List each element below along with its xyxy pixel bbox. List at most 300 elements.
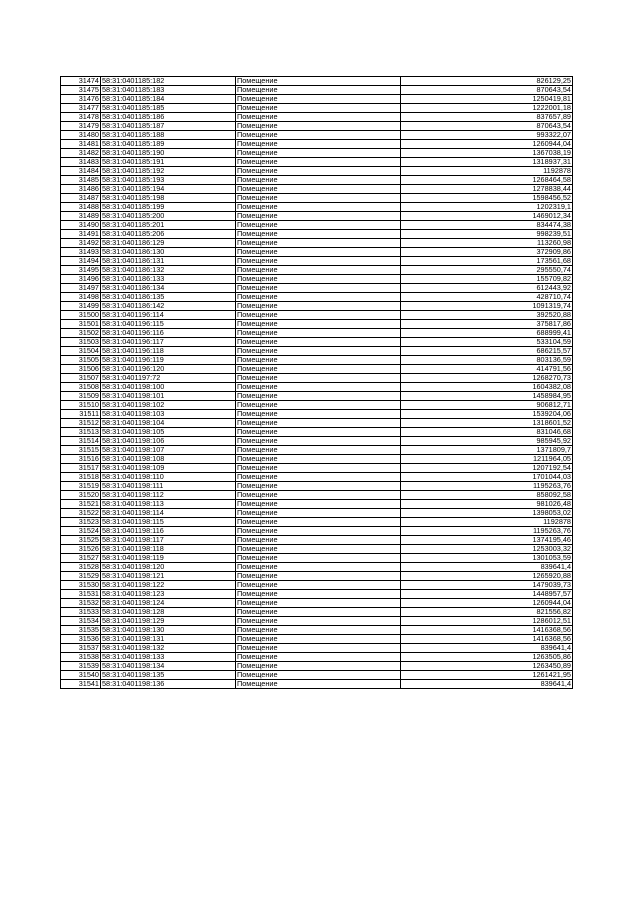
object-type-cell: Помещение: [236, 338, 401, 347]
cadastral-value-cell: 831046,68: [401, 428, 573, 437]
object-type-cell: Помещение: [236, 185, 401, 194]
row-number-cell: 31525: [61, 536, 101, 545]
cadastral-value-cell: 1318937,31: [401, 158, 573, 167]
cadastral-value-cell: 1416368,56: [401, 635, 573, 644]
row-number-cell: 31505: [61, 356, 101, 365]
cadastral-value-cell: 1539204,06: [401, 410, 573, 419]
cadastral-value-cell: 173561,68: [401, 257, 573, 266]
row-number-cell: 31516: [61, 455, 101, 464]
table-row: [61, 374, 573, 383]
table-row: [61, 545, 573, 554]
table-row: [61, 428, 573, 437]
cadastral-number-cell: 58:31:0401185:201: [101, 221, 236, 230]
object-type-cell: Помещение: [236, 275, 401, 284]
row-number-cell: 31536: [61, 635, 101, 644]
object-type-cell: Помещение: [236, 131, 401, 140]
table-row: [61, 635, 573, 644]
cadastral-number-cell: 58:31:0401185:193: [101, 176, 236, 185]
table-row: [61, 221, 573, 230]
object-type-cell: Помещение: [236, 77, 401, 86]
row-number-cell: 31502: [61, 329, 101, 338]
object-type-cell: Помещение: [236, 671, 401, 680]
row-number-cell: 31517: [61, 464, 101, 473]
cadastral-number-cell: 58:31:0401198:117: [101, 536, 236, 545]
table-row: [61, 302, 573, 311]
cadastral-number-cell: 58:31:0401198:109: [101, 464, 236, 473]
row-number-cell: 31510: [61, 401, 101, 410]
object-type-cell: Помещение: [236, 608, 401, 617]
cadastral-value-cell: 870643,54: [401, 122, 573, 131]
cadastral-value-cell: 1250419,81: [401, 95, 573, 104]
cadastral-number-cell: 58:31:0401198:110: [101, 473, 236, 482]
cadastral-number-cell: 58:31:0401196:117: [101, 338, 236, 347]
cadastral-value-cell: 1261421,95: [401, 671, 573, 680]
cadastral-number-cell: 58:31:0401185:183: [101, 86, 236, 95]
object-type-cell: Помещение: [236, 95, 401, 104]
cadastral-value-cell: 1263450,89: [401, 662, 573, 671]
cadastral-number-cell: 58:31:0401185:182: [101, 77, 236, 86]
row-number-cell: 31484: [61, 167, 101, 176]
table-row: [61, 320, 573, 329]
cadastral-value-cell: 1416368,56: [401, 626, 573, 635]
table-row: [61, 248, 573, 257]
table-row: [61, 158, 573, 167]
table-row: [61, 140, 573, 149]
cadastral-number-cell: 58:31:0401185:199: [101, 203, 236, 212]
row-number-cell: 31486: [61, 185, 101, 194]
cadastral-number-cell: 58:31:0401198:129: [101, 617, 236, 626]
table-row: [61, 563, 573, 572]
cadastral-number-cell: 58:31:0401198:106: [101, 437, 236, 446]
row-number-cell: 31504: [61, 347, 101, 356]
table-row: [61, 554, 573, 563]
cadastral-number-cell: 58:31:0401185:188: [101, 131, 236, 140]
cadastral-number-cell: 58:31:0401198:113: [101, 500, 236, 509]
object-type-cell: Помещение: [236, 329, 401, 338]
table-row: [61, 149, 573, 158]
cadastral-number-cell: 58:31:0401185:184: [101, 95, 236, 104]
object-type-cell: Помещение: [236, 545, 401, 554]
object-type-cell: Помещение: [236, 266, 401, 275]
cadastral-value-cell: 870643,54: [401, 86, 573, 95]
object-type-cell: Помещение: [236, 626, 401, 635]
object-type-cell: Помещение: [236, 455, 401, 464]
row-number-cell: 31528: [61, 563, 101, 572]
cadastral-number-cell: 58:31:0401198:119: [101, 554, 236, 563]
row-number-cell: 31501: [61, 320, 101, 329]
cadastral-value-cell: 1222001,18: [401, 104, 573, 113]
object-type-cell: Помещение: [236, 122, 401, 131]
row-number-cell: 31512: [61, 419, 101, 428]
cadastral-number-cell: 58:31:0401198:136: [101, 680, 236, 689]
object-type-cell: Помещение: [236, 563, 401, 572]
table-row: [61, 680, 573, 689]
row-number-cell: 31503: [61, 338, 101, 347]
cadastral-number-cell: 58:31:0401196:118: [101, 347, 236, 356]
table-row: [61, 77, 573, 86]
object-type-cell: Помещение: [236, 581, 401, 590]
table-row: [61, 464, 573, 473]
row-number-cell: 31494: [61, 257, 101, 266]
row-number-cell: 31534: [61, 617, 101, 626]
table-row: [61, 383, 573, 392]
row-number-cell: 31490: [61, 221, 101, 230]
cadastral-number-cell: 58:31:0401198:135: [101, 671, 236, 680]
cadastral-value-cell: 1286012,51: [401, 617, 573, 626]
cadastral-number-cell: 58:31:0401196:114: [101, 311, 236, 320]
object-type-cell: Помещение: [236, 239, 401, 248]
cadastral-value-cell: 1253003,32: [401, 545, 573, 554]
cadastral-value-cell: 1202319,1: [401, 203, 573, 212]
cadastral-value-cell: 155709,82: [401, 275, 573, 284]
table-row: [61, 356, 573, 365]
object-type-cell: Помещение: [236, 248, 401, 257]
row-number-cell: 31488: [61, 203, 101, 212]
cadastral-value-cell: 1458984,95: [401, 392, 573, 401]
row-number-cell: 31475: [61, 86, 101, 95]
cadastral-value-cell: 993322,07: [401, 131, 573, 140]
table-row: [61, 275, 573, 284]
cadastral-number-cell: 58:31:0401196:119: [101, 356, 236, 365]
row-number-cell: 31493: [61, 248, 101, 257]
cadastral-number-cell: 58:31:0401198:101: [101, 392, 236, 401]
object-type-cell: Помещение: [236, 590, 401, 599]
object-type-cell: Помещение: [236, 572, 401, 581]
table-row: [61, 86, 573, 95]
cadastral-value-cell: 1195263,76: [401, 482, 573, 491]
table-row: [61, 500, 573, 509]
object-type-cell: Помещение: [236, 473, 401, 482]
row-number-cell: 31477: [61, 104, 101, 113]
cadastral-number-cell: 58:31:0401198:124: [101, 599, 236, 608]
row-number-cell: 31538: [61, 653, 101, 662]
cadastral-value-cell: 533104,59: [401, 338, 573, 347]
row-number-cell: 31487: [61, 194, 101, 203]
cadastral-number-cell: 58:31:0401185:185: [101, 104, 236, 113]
cadastral-number-cell: 58:31:0401186:129: [101, 239, 236, 248]
row-number-cell: 31491: [61, 230, 101, 239]
row-number-cell: 31541: [61, 680, 101, 689]
object-type-cell: Помещение: [236, 86, 401, 95]
object-type-cell: Помещение: [236, 383, 401, 392]
cadastral-number-cell: 58:31:0401186:130: [101, 248, 236, 257]
table-row: [61, 293, 573, 302]
cadastral-number-cell: 58:31:0401198:121: [101, 572, 236, 581]
cadastral-value-cell: 1260944,04: [401, 140, 573, 149]
table-row: [61, 473, 573, 482]
cadastral-value-cell: 1367038,19: [401, 149, 573, 158]
row-number-cell: 31481: [61, 140, 101, 149]
row-number-cell: 31533: [61, 608, 101, 617]
table-row: [61, 311, 573, 320]
cadastral-value-cell: 688999,41: [401, 329, 573, 338]
cadastral-number-cell: 58:31:0401185:189: [101, 140, 236, 149]
row-number-cell: 31513: [61, 428, 101, 437]
cadastral-number-cell: 58:31:0401198:112: [101, 491, 236, 500]
object-type-cell: Помещение: [236, 257, 401, 266]
row-number-cell: 31482: [61, 149, 101, 158]
cadastral-value-cell: 1398053,02: [401, 509, 573, 518]
object-type-cell: Помещение: [236, 527, 401, 536]
cadastral-value-cell: 839641,4: [401, 644, 573, 653]
object-type-cell: Помещение: [236, 104, 401, 113]
cadastral-number-cell: 58:31:0401198:134: [101, 662, 236, 671]
object-type-cell: Помещение: [236, 356, 401, 365]
cadastral-number-cell: 58:31:0401198:104: [101, 419, 236, 428]
row-number-cell: 31526: [61, 545, 101, 554]
object-type-cell: Помещение: [236, 464, 401, 473]
table-row: [61, 671, 573, 680]
cadastral-value-cell: 372909,86: [401, 248, 573, 257]
table-row: [61, 176, 573, 185]
object-type-cell: Помещение: [236, 347, 401, 356]
object-type-cell: Помещение: [236, 491, 401, 500]
cadastral-value-cell: 1192878: [401, 518, 573, 527]
cadastral-value-cell: 1278838,44: [401, 185, 573, 194]
table-row: [61, 401, 573, 410]
table-row: [61, 455, 573, 464]
table-row: [61, 527, 573, 536]
row-number-cell: 31499: [61, 302, 101, 311]
table-row: [61, 653, 573, 662]
cadastral-number-cell: 58:31:0401198:114: [101, 509, 236, 518]
row-number-cell: 31476: [61, 95, 101, 104]
cadastral-number-cell: 58:31:0401198:122: [101, 581, 236, 590]
cadastral-number-cell: 58:31:0401186:133: [101, 275, 236, 284]
table-row: [61, 347, 573, 356]
cadastral-number-cell: 58:31:0401197:72: [101, 374, 236, 383]
cadastral-number-cell: 58:31:0401186:142: [101, 302, 236, 311]
cadastral-number-cell: 58:31:0401196:120: [101, 365, 236, 374]
table-row: [61, 437, 573, 446]
cadastral-number-cell: 58:31:0401198:115: [101, 518, 236, 527]
table-row: [61, 329, 573, 338]
object-type-cell: Помещение: [236, 437, 401, 446]
cadastral-number-cell: 58:31:0401196:116: [101, 329, 236, 338]
cadastral-value-cell: 1318601,52: [401, 419, 573, 428]
row-number-cell: 31522: [61, 509, 101, 518]
row-number-cell: 31479: [61, 122, 101, 131]
table-row: [61, 410, 573, 419]
row-number-cell: 31483: [61, 158, 101, 167]
object-type-cell: Помещение: [236, 428, 401, 437]
row-number-cell: 31507: [61, 374, 101, 383]
row-number-cell: 31524: [61, 527, 101, 536]
cadastral-value-cell: 1469012,34: [401, 212, 573, 221]
table-row: [61, 536, 573, 545]
cadastral-number-cell: 58:31:0401198:130: [101, 626, 236, 635]
row-number-cell: 31500: [61, 311, 101, 320]
table-row: [61, 446, 573, 455]
cadastral-number-cell: 58:31:0401196:115: [101, 320, 236, 329]
cadastral-value-cell: 1211964,05: [401, 455, 573, 464]
cadastral-number-cell: 58:31:0401186:134: [101, 284, 236, 293]
row-number-cell: 31529: [61, 572, 101, 581]
table-row: [61, 212, 573, 221]
table-row: [61, 284, 573, 293]
cadastral-value-cell: 1604382,08: [401, 383, 573, 392]
object-type-cell: Помещение: [236, 518, 401, 527]
cadastral-value-cell: 826129,25: [401, 77, 573, 86]
cadastral-value-cell: 858092,58: [401, 491, 573, 500]
table-row: [61, 194, 573, 203]
table-row: [61, 590, 573, 599]
object-type-cell: Помещение: [236, 320, 401, 329]
object-type-cell: Помещение: [236, 311, 401, 320]
cadastral-value-cell: 803136,59: [401, 356, 573, 365]
cadastral-value-cell: 428710,74: [401, 293, 573, 302]
cadastral-value-cell: 837657,89: [401, 113, 573, 122]
object-type-cell: Помещение: [236, 410, 401, 419]
object-type-cell: Помещение: [236, 482, 401, 491]
object-type-cell: Помещение: [236, 644, 401, 653]
cadastral-number-cell: 58:31:0401185:186: [101, 113, 236, 122]
table-row: [61, 644, 573, 653]
cadastral-number-cell: 58:31:0401185:206: [101, 230, 236, 239]
table-row: [61, 230, 573, 239]
cadastral-number-cell: 58:31:0401185:198: [101, 194, 236, 203]
cadastral-value-cell: 906812,71: [401, 401, 573, 410]
table-row: [61, 104, 573, 113]
cadastral-value-cell: 1192878: [401, 167, 573, 176]
cadastral-value-cell: 1091319,74: [401, 302, 573, 311]
row-number-cell: 31515: [61, 446, 101, 455]
cadastral-number-cell: 58:31:0401186:132: [101, 266, 236, 275]
cadastral-value-cell: 612443,92: [401, 284, 573, 293]
table-row: [61, 482, 573, 491]
table-row: [61, 203, 573, 212]
row-number-cell: 31523: [61, 518, 101, 527]
row-number-cell: 31496: [61, 275, 101, 284]
row-number-cell: 31506: [61, 365, 101, 374]
cadastral-value-cell: 295550,74: [401, 266, 573, 275]
object-type-cell: Помещение: [236, 230, 401, 239]
registry-table-body: [61, 77, 573, 689]
table-row: [61, 419, 573, 428]
cadastral-value-cell: 686215,57: [401, 347, 573, 356]
table-row: [61, 572, 573, 581]
object-type-cell: Помещение: [236, 149, 401, 158]
object-type-cell: Помещение: [236, 617, 401, 626]
table-row: [61, 131, 573, 140]
cadastral-number-cell: 58:31:0401185:192: [101, 167, 236, 176]
cadastral-value-cell: 839641,4: [401, 680, 573, 689]
row-number-cell: 31530: [61, 581, 101, 590]
object-type-cell: Помещение: [236, 509, 401, 518]
row-number-cell: 31474: [61, 77, 101, 86]
cadastral-value-cell: 1265920,88: [401, 572, 573, 581]
object-type-cell: Помещение: [236, 284, 401, 293]
row-number-cell: 31492: [61, 239, 101, 248]
cadastral-value-cell: 1374195,46: [401, 536, 573, 545]
table-row: [61, 518, 573, 527]
object-type-cell: Помещение: [236, 401, 401, 410]
cadastral-value-cell: 1598456,52: [401, 194, 573, 203]
table-row: [61, 185, 573, 194]
row-number-cell: 31478: [61, 113, 101, 122]
cadastral-value-cell: 1195263,76: [401, 527, 573, 536]
cadastral-number-cell: 58:31:0401185:200: [101, 212, 236, 221]
row-number-cell: 31497: [61, 284, 101, 293]
row-number-cell: 31508: [61, 383, 101, 392]
table-row: [61, 662, 573, 671]
cadastral-value-cell: 821556,82: [401, 608, 573, 617]
object-type-cell: Помещение: [236, 212, 401, 221]
row-number-cell: 31519: [61, 482, 101, 491]
object-type-cell: Помещение: [236, 302, 401, 311]
table-row: [61, 113, 573, 122]
cadastral-number-cell: 58:31:0401198:131: [101, 635, 236, 644]
row-number-cell: 31520: [61, 491, 101, 500]
cadastral-number-cell: 58:31:0401198:118: [101, 545, 236, 554]
object-type-cell: Помещение: [236, 419, 401, 428]
object-type-cell: Помещение: [236, 680, 401, 689]
cadastral-value-cell: 113260,98: [401, 239, 573, 248]
cadastral-value-cell: 392520,88: [401, 311, 573, 320]
table-row: [61, 266, 573, 275]
object-type-cell: Помещение: [236, 635, 401, 644]
cadastral-value-cell: 981026,48: [401, 500, 573, 509]
row-number-cell: 31539: [61, 662, 101, 671]
row-number-cell: 31518: [61, 473, 101, 482]
cadastral-number-cell: 58:31:0401198:111: [101, 482, 236, 491]
cadastral-value-cell: 1263505,86: [401, 653, 573, 662]
cadastral-number-cell: 58:31:0401198:116: [101, 527, 236, 536]
cadastral-value-cell: 1448957,57: [401, 590, 573, 599]
object-type-cell: Помещение: [236, 293, 401, 302]
cadastral-value-cell: 839641,4: [401, 563, 573, 572]
object-type-cell: Помещение: [236, 176, 401, 185]
row-number-cell: 31480: [61, 131, 101, 140]
row-number-cell: 31532: [61, 599, 101, 608]
cadastral-number-cell: 58:31:0401186:135: [101, 293, 236, 302]
table-row: [61, 338, 573, 347]
cadastral-number-cell: 58:31:0401198:128: [101, 608, 236, 617]
table-row: [61, 122, 573, 131]
object-type-cell: Помещение: [236, 194, 401, 203]
property-registry-table: [60, 76, 573, 689]
row-number-cell: 31485: [61, 176, 101, 185]
cadastral-value-cell: 1701044,03: [401, 473, 573, 482]
object-type-cell: Помещение: [236, 113, 401, 122]
object-type-cell: Помещение: [236, 392, 401, 401]
table-row: [61, 599, 573, 608]
table-row: [61, 608, 573, 617]
row-number-cell: 31511: [61, 410, 101, 419]
table-row: [61, 626, 573, 635]
cadastral-number-cell: 58:31:0401198:100: [101, 383, 236, 392]
cadastral-number-cell: 58:31:0401185:190: [101, 149, 236, 158]
cadastral-value-cell: 998239,51: [401, 230, 573, 239]
table-row: [61, 392, 573, 401]
row-number-cell: 31521: [61, 500, 101, 509]
cadastral-number-cell: 58:31:0401185:191: [101, 158, 236, 167]
object-type-cell: Помещение: [236, 536, 401, 545]
object-type-cell: Помещение: [236, 167, 401, 176]
cadastral-number-cell: 58:31:0401185:187: [101, 122, 236, 131]
cadastral-value-cell: 1260944,04: [401, 599, 573, 608]
cadastral-value-cell: 375817,86: [401, 320, 573, 329]
object-type-cell: Помещение: [236, 653, 401, 662]
cadastral-value-cell: 1301053,59: [401, 554, 573, 563]
table-row: [61, 167, 573, 176]
object-type-cell: Помещение: [236, 365, 401, 374]
cadastral-number-cell: 58:31:0401198:108: [101, 455, 236, 464]
row-number-cell: 31527: [61, 554, 101, 563]
row-number-cell: 31537: [61, 644, 101, 653]
cadastral-number-cell: 58:31:0401198:123: [101, 590, 236, 599]
cadastral-value-cell: 1268270,73: [401, 374, 573, 383]
